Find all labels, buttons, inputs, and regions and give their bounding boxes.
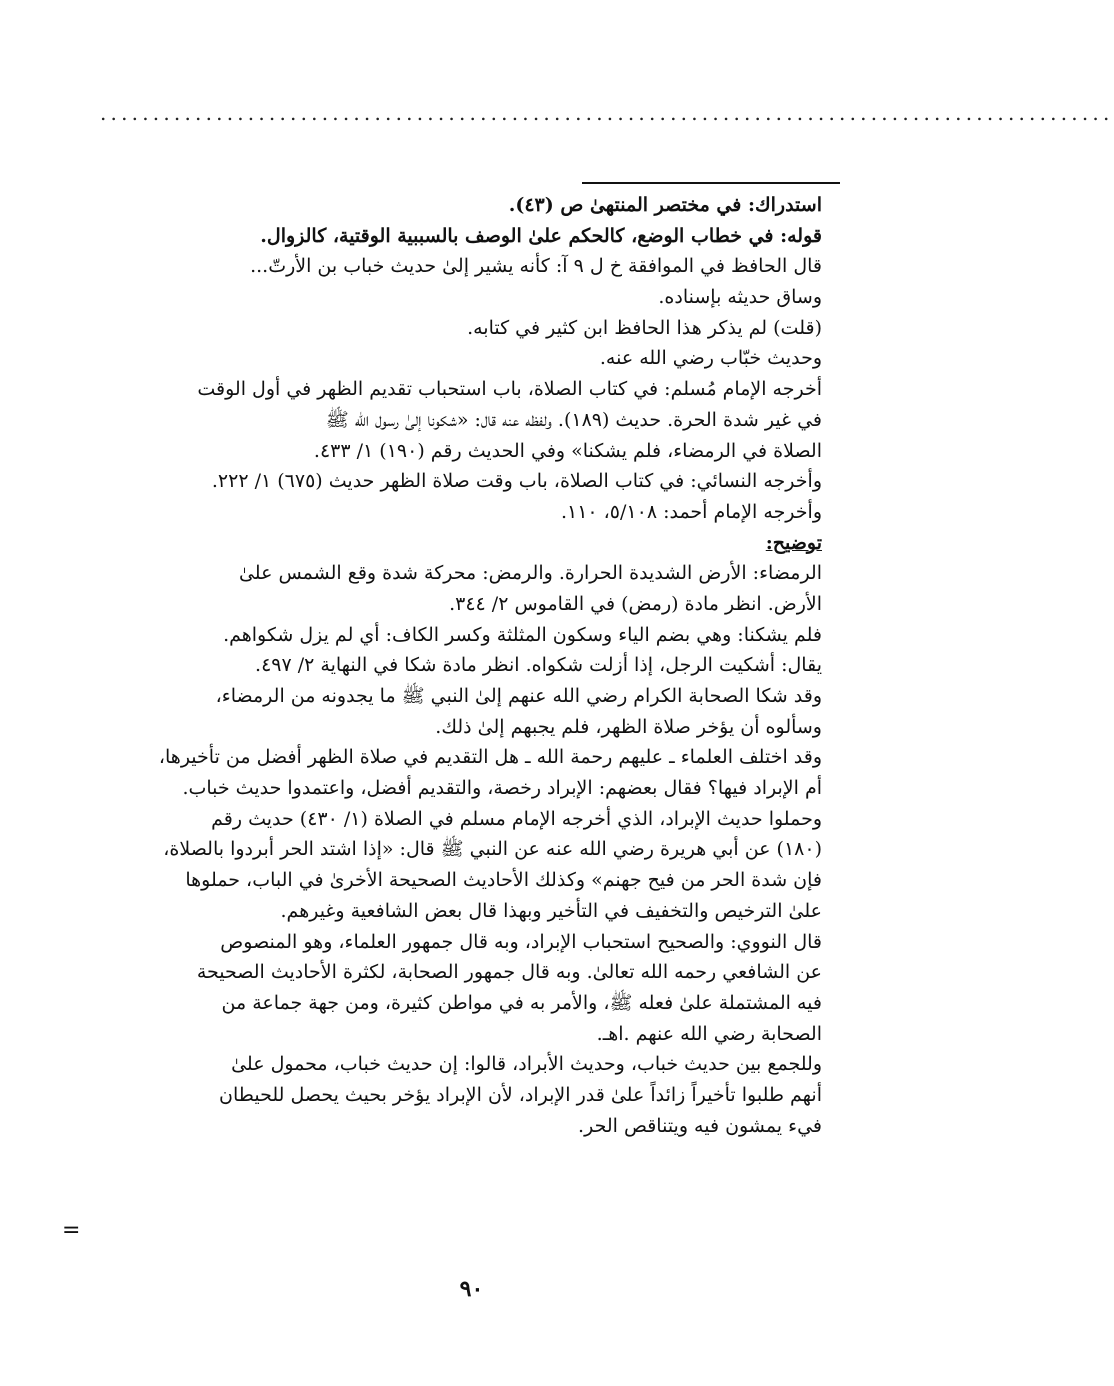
text-line: وقد شكا الصحابة الكرام رضي الله عنهم إلىٰ النبي ﷺ ما يجدونه من الرمضاء،	[215, 685, 822, 707]
text-line: أنهم طلبوا تأخيراً زائداً علىٰ قدر الإبراد، لأن الإبراد يؤخر بحيث يحصل للحيطان	[219, 1083, 822, 1106]
text-line: قال النووي: والصحيح استحباب الإبراد، وبه قال جمهور العلماء، وهو المنصوص	[220, 930, 822, 953]
text-line: استدراك: في مختصر المنتهىٰ ص (٤٣).	[508, 194, 822, 216]
header-dotted-separator: ................................................................................................	[100, 101, 1114, 125]
text-line: (١٨٠) عن أبي هريرة رضي الله عنه عن النبي ﷺ قال: «إذا اشتد الحر أبردوا بالصلاة،	[163, 838, 822, 861]
text-line: (قلت) لم يذكر هذا الحافظ ابن كثير في كتابه.	[467, 316, 822, 339]
footnote-rule	[582, 182, 840, 184]
text-line: أم الإبراد فيها؟ فقال بعضهم: الإبراد رخصة، والتقديم أفضل، واعتمدوا حديث خباب.	[182, 777, 822, 800]
text-line: وحملوا حديث الإبراد، الذي أخرجه الإمام مسلم في الصلاة (١/ ٤٣٠) حديث رقم	[211, 807, 822, 830]
text-line: في غير شدة الحرة. حديث (١٨٩). ولفظه عنه قال: «شكونا إلىٰ رسول الله ﷺ	[325, 408, 822, 431]
text-line: وأخرجه الإمام أحمد: ٥/١٠٨، ١١٠.	[560, 500, 822, 523]
text-line: وساق حديثه بإسناده.	[658, 286, 822, 309]
text-line: الصلاة في الرمضاء، فلم يشكنا» وفي الحديث رقم (١٩٠) ١/ ٤٣٣.	[313, 439, 822, 462]
text-line: الأرض. انظر مادة (رمض) في القاموس ٢/ ٣٤٤.	[449, 592, 822, 615]
text-line: الرمضاء: الأرض الشديدة الحرارة. والرمض: محركة شدة وقع الشمس علىٰ	[238, 562, 822, 585]
continuation-mark: =	[62, 1218, 81, 1243]
text-line: وسألوه أن يؤخر صلاة الظهر، فلم يجبهم إلىٰ ذلك.	[435, 715, 822, 738]
text-line: الصحابة رضي الله عنهم .اهـ.	[596, 1022, 822, 1045]
text-line: فلم يشكنا: وهي بضم الياء وسكون المثلثة وكسر الكاف: أي لم يزل شكواهم.	[223, 623, 822, 646]
text-line: فيء يمشون فيه ويتناقص الحر.	[578, 1114, 822, 1137]
page-body	[90, 190, 822, 1141]
text-line: أخرجه الإمام مُسلم: في كتاب الصلاة، باب استحباب تقديم الظهر في أول الوقت	[197, 378, 822, 401]
text-line: قال الحافظ في الموافقة خ ل ٩ آ: كأنه يشير إلىٰ حديث خباب بن الأرتّ...	[250, 255, 822, 278]
text-line: وللجمع بين حديث خباب، وحديث الأبراد، قالوا: إن حديث خباب، محمول علىٰ	[231, 1053, 822, 1076]
page-number: ٩٠	[459, 1276, 484, 1302]
text-line: علىٰ الترخيص والتخفيف في التأخير وبهذا قال بعض الشافعية وغيرهم.	[280, 899, 822, 922]
text-line: قوله: في خطاب الوضع، كالحكم علىٰ الوصف بالسببية الوقتية، كالزوال.	[260, 224, 822, 247]
text-line: عن الشافعي رحمه الله تعالىٰ. وبه قال جمهور الصحابة، لكثرة الأحاديث الصحيحة	[196, 961, 822, 984]
text-line: فإن شدة الحر من فيح جهنم» وكذلك الأحاديث الصحيحة الأخرىٰ في الباب، حملوها	[185, 869, 822, 892]
text-line: يقال: أشكيت الرجل، إذا أزلت شكواه. انظر مادة شكا في النهاية ٢/ ٤٩٧.	[255, 654, 822, 677]
text-line: وقد اختلف العلماء ـ عليهم رحمة الله ـ هل التقديم في صلاة الظهر أفضل من تأخيرها،	[158, 746, 822, 769]
text-line: وأخرجه النسائي: في كتاب الصلاة، باب وقت صلاة الظهر حديث (٦٧٥) ١/ ٢٢٢.	[211, 470, 822, 493]
text-line: فيه المشتملة علىٰ فعله ﷺ، والأمر به في مواطن كثيرة، ومن جهة جماعة من	[221, 991, 822, 1014]
section-heading: توضيح:	[765, 531, 822, 554]
text-line: وحديث خبّاب رضي الله عنه.	[599, 347, 822, 370]
